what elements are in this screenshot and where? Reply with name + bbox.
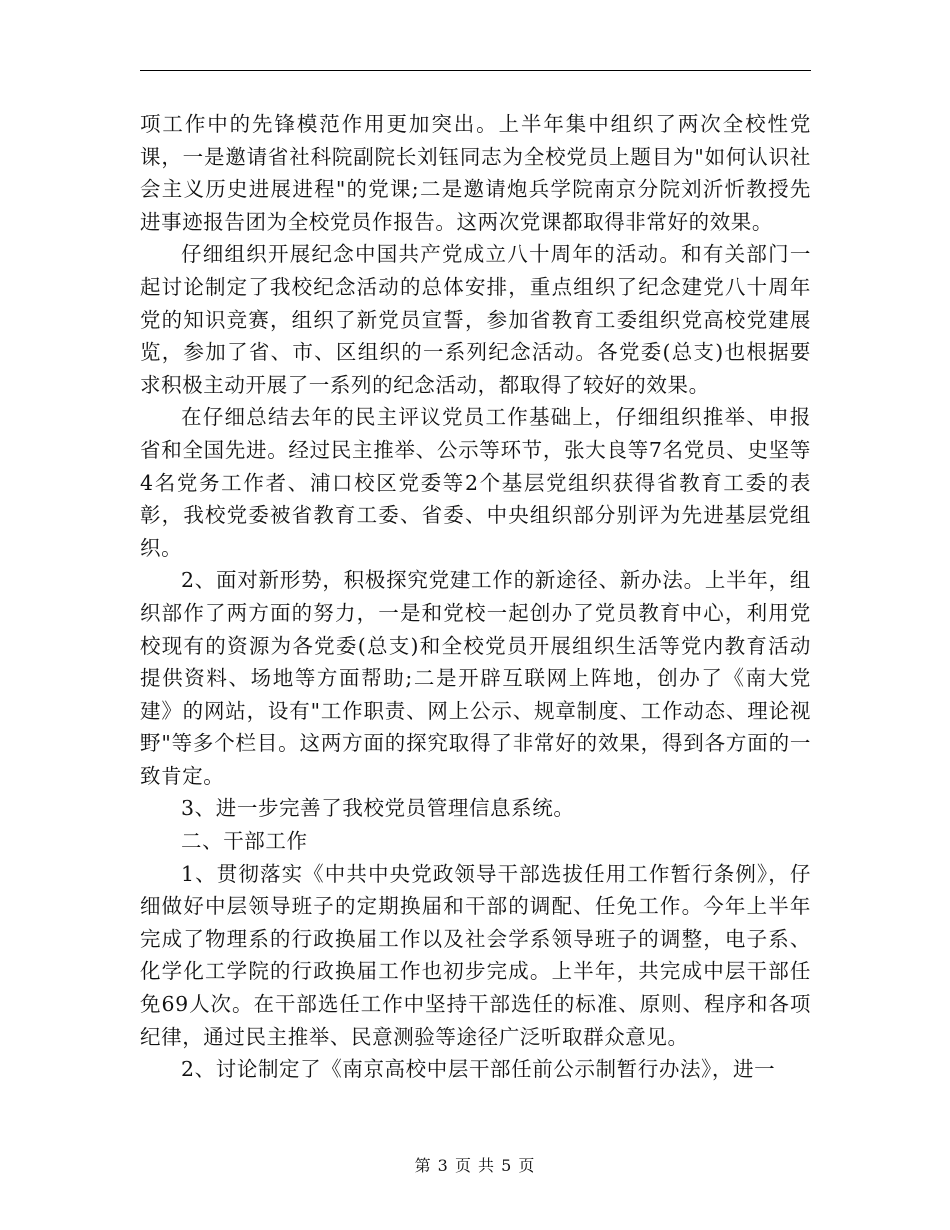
paragraph-5: 3、进一步完善了我校党员管理信息系统。 — [181, 796, 575, 821]
body-text — [140, 108, 811, 1086]
page-footer: 第 3 页 共 5 页 — [414, 1156, 536, 1175]
paragraph-8: 2、讨论制定了《南京高校中层干部任前公示制暂行办法》，进一 — [181, 1057, 776, 1082]
header-rule — [140, 70, 811, 71]
paragraph-4: 2、面对新形势，积极探究党建工作的新途径、新办法。上半年，组织部作了两方面的努力，一是和党校一起创办了党员教育中心，利用党校现有的资源为各党委(总支)和全校党员开展组织生活等党内教育活动提供资料、场地等方面帮助;二是开辟互联网上阵地，创办了《南大党建》的网站，设有"工作职责、网上公示、规章制度、工作动态、理论视野"等多个栏目。这两方面的探究取得了非常好的效果，得到各方面的一致肯定。 — [140, 568, 811, 788]
paragraph-7: 1、贯彻落实《中共中央党政领导干部选拔任用工作暂行条例》，仔细做好中层领导班子的定期换届和干部的调配、任免工作。今年上半年完成了物理系的行政换届工作以及社会学系领导班子的调整，电子系、化学化工学院的行政换届工作也初步完成。上半年，共完成中层干部任免69人次。在干部选任工作中坚持干部选任的标准、原则、程序和各项纪律，通过民主推举、民意测验等途径广泛听取群众意见。 — [140, 861, 811, 1049]
section-heading-cadre-work: 二、干部工作 — [181, 829, 308, 854]
paragraph-3: 在仔细总结去年的民主评议党员工作基础上，仔细组织推举、申报省和全国先进。经过民主推举、公示等环节，张大良等7名党员、史坚等4名党务工作者、浦口校区党委等2个基层党组织获得省教育工委的表彰，我校党委被省教育工委、省委、中央组织部分别评为先进基层党组织。 — [140, 405, 811, 560]
paragraph-2: 仔细组织开展纪念中国共产党成立八十周年的活动。和有关部门一起讨论制定了我校纪念活动的总体安排，重点组织了纪念建党八十周年党的知识竞赛，组织了新党员宣誓，参加省教育工委组织党高校党建展览，参加了省、市、区组织的一系列纪念活动。各党委(总支)也根据要求积极主动开展了一系列的纪念活动，都取得了较好的效果。 — [140, 242, 811, 397]
paragraph-1: 项工作中的先锋模范作用更加突出。上半年集中组织了两次全校性党课，一是邀请省社科院副院长刘钰同志为全校党员上题目为"如何认识社会主义历史进展进程"的党课;二是邀请炮兵学院南京分院刘沂忻教授先进事迹报告团为全校党员作报告。这两次党课都取得非常好的效果。 — [140, 112, 811, 234]
